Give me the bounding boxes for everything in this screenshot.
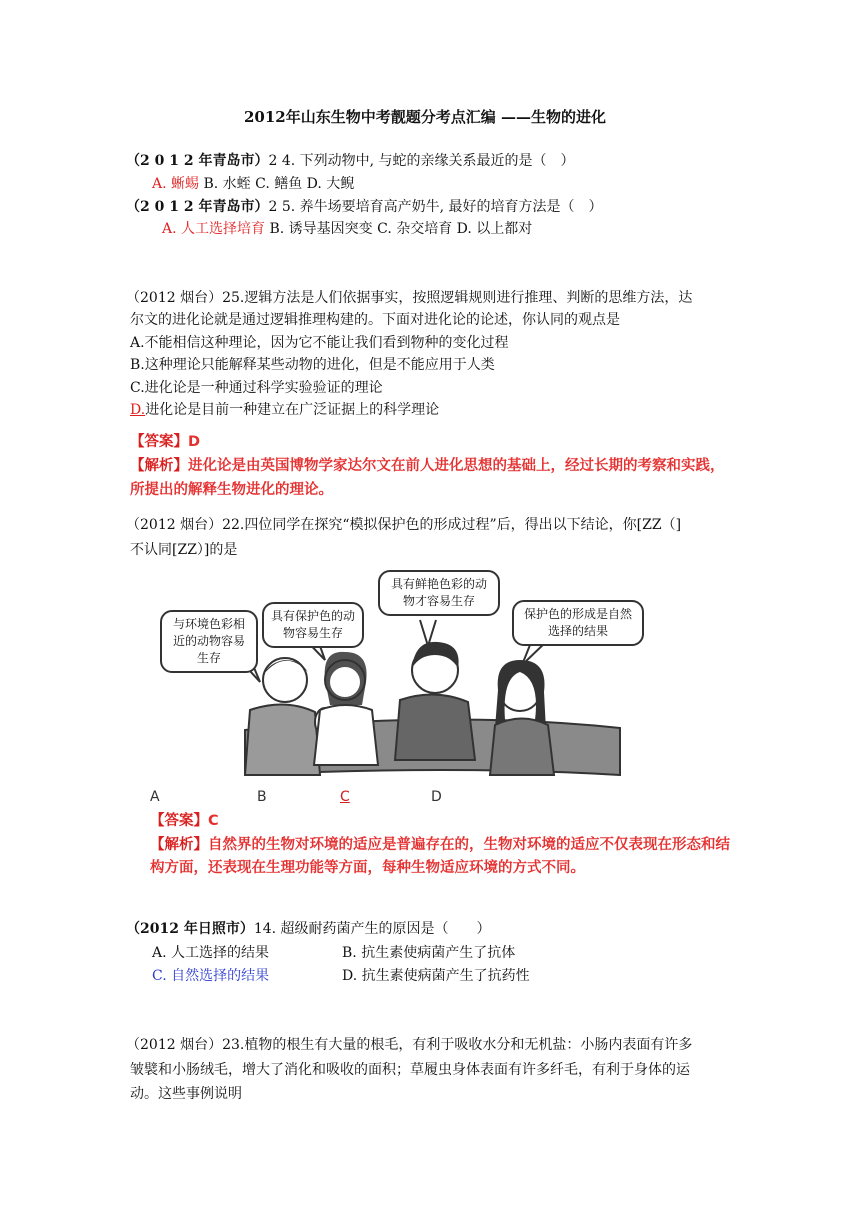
- figure-label-a: A: [150, 789, 160, 805]
- analysis-line: [130, 455, 725, 477]
- question-stem: 14. 超级耐药菌产生的原因是（ ）: [253, 921, 491, 937]
- question-line: （2012 烟台）23.植物的根生有大量的根毛，有利于吸收水分和无机盐：小肠内表面有许多: [126, 1037, 693, 1053]
- question-stem: 2 4. 下列动物中, 与蛇的亲缘关系最近的是（ ）: [268, 153, 575, 169]
- analysis-line: [150, 834, 730, 856]
- page-title: 2012年山东生物中考靓题分考点汇编 ——生物的进化: [244, 108, 606, 126]
- analysis-text: 自然界的生物对环境的适应是普遍存在的，生物对环境的适应不仅表现在形态和结: [208, 837, 730, 853]
- question-25: [126, 197, 603, 217]
- other-options: B. 水蛭 C. 鳝鱼 D. 大鲵: [199, 176, 355, 192]
- question-14: [126, 919, 491, 939]
- option-d: [130, 400, 439, 420]
- question-line: 不认同[ZZ）]的是: [130, 542, 238, 558]
- question-line: 皱襞和小肠绒毛，增大了消化和吸收的面积；草履虫身体表面有许多纤毛，有利于身体的运: [130, 1062, 690, 1078]
- figure-label-d: D: [431, 789, 442, 805]
- option-d: D. 抗生素使病菌产生了抗药性: [342, 968, 530, 984]
- question-source: （2012 年日照市）: [126, 921, 254, 937]
- answer-label: 【答案】: [130, 434, 188, 450]
- question-24-options: [152, 174, 354, 194]
- analysis-line: 构方面，还表现在生理功能等方面，每种生物适应环境的方式不同。: [150, 860, 585, 876]
- figure-label-b: B: [257, 789, 267, 805]
- question-line: （2012 烟台）22.四位同学在探究“模拟保护色的形成过程”后，得出以下结论，你[ZZ（]: [126, 517, 682, 533]
- speech-bubble-d: 保护色的形成是自然选择的结果: [512, 600, 644, 646]
- analysis-label: 【解析】: [130, 458, 188, 474]
- option-c: C.进化论是一种通过科学实验验证的理论: [130, 380, 383, 396]
- question-source: （2 0 1 2 年青岛市）: [126, 199, 269, 215]
- answer: [150, 810, 219, 832]
- answer-value: C: [208, 813, 219, 829]
- answer-value: D: [188, 434, 201, 450]
- question-source: （2 0 1 2 年青岛市）: [126, 153, 269, 169]
- correct-option: A. 人工选择培育: [162, 221, 266, 237]
- option-b: B.这种理论只能解释某些动物的进化，但是不能应用于人类: [130, 357, 495, 373]
- speech-bubble-c: 具有鲜艳色彩的动物才容易生存: [378, 570, 500, 616]
- question-24: [126, 151, 575, 171]
- correct-option: C. 自然选择的结果: [152, 968, 270, 984]
- question-stem: 2 5. 养牛场要培育高产奶牛, 最好的培育方法是（ ）: [268, 199, 603, 215]
- figure-label-c: C: [340, 789, 350, 805]
- question-line: 动。这些事例说明: [130, 1086, 242, 1102]
- question-line: 尔文的进化论就是通过逻辑推理构建的。下面对进化论的论述，你认同的观点是: [130, 312, 620, 328]
- speech-bubble-b: 具有保护色的动物容易生存: [262, 602, 364, 648]
- speech-bubble-a: 与环境色彩相近的动物容易生存: [160, 610, 258, 673]
- answer: [130, 431, 200, 453]
- answer-label: 【答案】: [150, 813, 208, 829]
- option-a: A. 人工选择的结果: [152, 945, 270, 961]
- option-d-text: 进化论是目前一种建立在广泛证据上的科学理论: [145, 402, 440, 418]
- option-a: A.不能相信这种理论，因为它不能让我们看到物种的变化过程: [130, 335, 509, 351]
- cartoon-illustration: [150, 560, 740, 810]
- other-options: B. 诱导基因突变 C. 杂交培育 D. 以上都对: [265, 221, 533, 237]
- question-25-options: [162, 219, 532, 239]
- option-b: B. 抗生素使病菌产生了抗体: [342, 945, 516, 961]
- question-line: （2012 烟台）25.逻辑方法是人们依据事实，按照逻辑规则进行推理、判断的思维方法，达: [126, 290, 693, 306]
- analysis-label: 【解析】: [150, 837, 208, 853]
- correct-option: A. 蜥蜴: [152, 176, 200, 192]
- analysis-line: 所提出的解释生物进化的理论。: [130, 482, 333, 498]
- option-d-letter: D.: [130, 402, 146, 418]
- analysis-text: 进化论是由英国博物学家达尔文在前人进化思想的基础上，经过长期的考察和实践，: [188, 458, 725, 474]
